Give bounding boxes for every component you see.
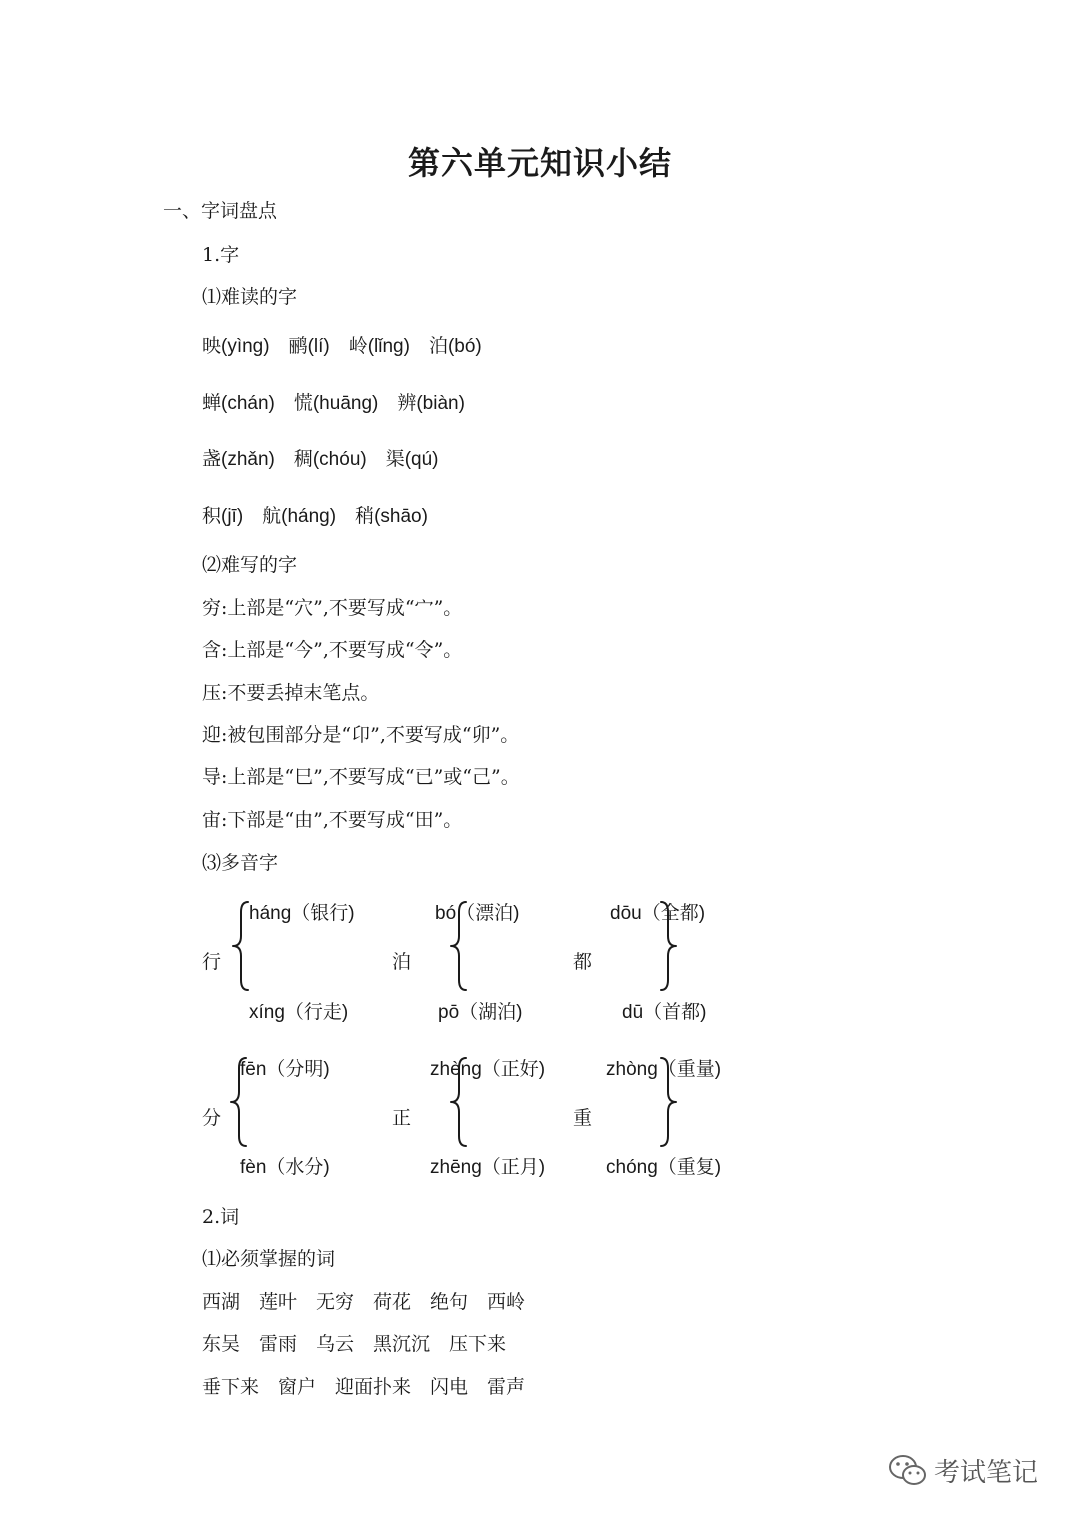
polyphonic-char: 重 xyxy=(573,1107,593,1129)
polyphonic-heading: ⑶多音字 xyxy=(202,852,279,874)
subsection-heading: 1.字 xyxy=(202,244,240,266)
polyphonic-bottom: dū（首都) xyxy=(622,1002,707,1023)
hard-read-row: 蝉(chán) 慌(huāng) 辨(biàn) xyxy=(202,393,465,414)
subsection-heading: 2.词 xyxy=(202,1206,240,1228)
hard-write-line: 压:不要丢掉末笔点。 xyxy=(202,682,380,704)
hard-write-line: 穷:上部是“穴”,不要写成“宀”。 xyxy=(202,597,463,619)
polyphonic-bottom: chóng（重复) xyxy=(606,1157,722,1178)
polyphonic-top: zhèng（正好) xyxy=(430,1059,546,1080)
polyphonic-char: 都 xyxy=(573,951,593,973)
polyphonic-bottom: pō（湖泊) xyxy=(438,1002,523,1023)
hard-write-line: 导:上部是“巳”,不要写成“已”或“己”。 xyxy=(202,766,520,788)
hard-write-line: 宙:下部是“由”,不要写成“田”。 xyxy=(202,809,463,831)
polyphonic-char: 分 xyxy=(202,1107,222,1129)
words-row: 东吴 雷雨 乌云 黑沉沉 压下来 xyxy=(202,1333,507,1355)
hard-read-row: 映(yìng) 鹂(lí) 岭(lǐng) 泊(bó) xyxy=(202,336,482,357)
polyphonic-char: 正 xyxy=(392,1107,412,1129)
polyphonic-top: háng（银行) xyxy=(249,903,355,924)
polyphonic-top: fēn（分明) xyxy=(240,1059,330,1080)
polyphonic-bottom: fèn（水分) xyxy=(240,1157,330,1178)
polyphonic-top: bó（漂泊) xyxy=(435,903,520,924)
polyphonic-top: dōu（全都) xyxy=(610,903,706,924)
polyphonic-char: 泊 xyxy=(392,951,412,973)
hard-write-heading: ⑵难写的字 xyxy=(202,554,298,576)
hard-write-line: 含:上部是“今”,不要写成“令”。 xyxy=(202,639,463,661)
words-row: 垂下来 窗户 迎面扑来 闪电 雷声 xyxy=(202,1376,526,1398)
hard-read-row: 盏(zhǎn) 稠(chóu) 渠(qú) xyxy=(202,449,439,470)
hard-read-row: 积(jī) 航(háng) 稍(shāo) xyxy=(202,506,428,527)
words-heading: ⑴必须掌握的词 xyxy=(202,1248,336,1270)
words-row: 西湖 莲叶 无穷 荷花 绝句 西岭 xyxy=(202,1291,526,1313)
section-heading: 一、字词盘点 xyxy=(163,200,278,222)
polyphonic-char: 行 xyxy=(202,951,222,973)
polyphonic-top: zhòng（重量) xyxy=(606,1059,722,1080)
polyphonic-bottom: zhēng（正月) xyxy=(430,1157,546,1178)
wechat-icon xyxy=(888,1454,928,1488)
page-title: 第六单元知识小结 xyxy=(407,144,672,182)
hard-read-heading: ⑴难读的字 xyxy=(202,286,298,308)
watermark xyxy=(888,1452,1038,1489)
hard-write-line: 迎:被包围部分是“卬”,不要写成“卯”。 xyxy=(202,724,520,746)
polyphonic-bottom: xíng（行走) xyxy=(249,1002,349,1023)
watermark-text: 考试笔记 xyxy=(934,1458,1039,1488)
